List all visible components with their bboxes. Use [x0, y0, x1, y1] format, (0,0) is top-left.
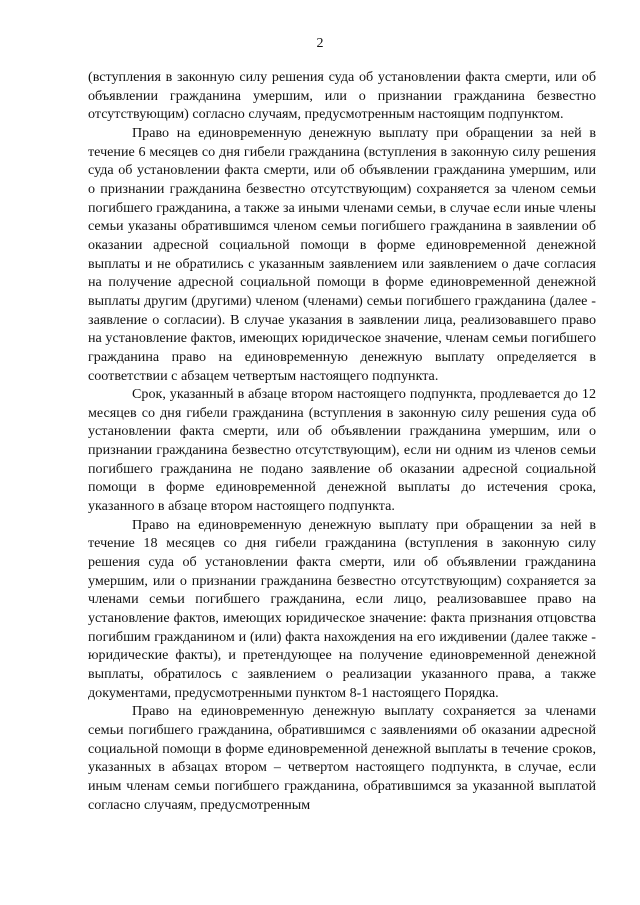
paragraph-right-retention: Право на единовременную денежную выплату сохраняется за членами семьи погибшего гражданина, обратившимся с заявлениями об оказании адресной социальной помощи в форме единовременной денежной выплаты в течение сроков, указанных в абзацах втором – четвертом настоящего подпункта, в случае, если иным членам семьи погибшего гражданина, обратившимся за указанной выплатой согласно случаям, предусмотренным — [88, 703, 596, 813]
document-body — [88, 68, 596, 814]
paragraph-twelve-month-extension: Срок, указанный в абзаце втором настоящего подпункта, продлевается до 12 месяцев со дня гибели гражданина (вступления в законную силу решения суда об установлении факта смерти, или об объявлении гражданина умершим, или о признании гражданина безвестно отсутствующим), если ни одним из членов семьи погибшего гражданина не подано заявление об оказании адресной социальной помощи в форме единовременной денежной выплаты до истечения срока, указанного в абзаце втором настоящего подпункта. — [88, 386, 596, 515]
page-number: 2 — [316, 36, 324, 51]
paragraph-continuation: (вступления в законную силу решения суда об установлении факта смерти, или об объявлении гражданина умершим, или о признании гражданина безвестно отсутствующим) согласно случаям, предусмотренным настоящим подпунктом. — [88, 69, 596, 123]
paragraph-eighteen-month-term: Право на единовременную денежную выплату при обращении за ней в течение 18 месяцев со дня гибели гражданина (вступления в законную силу решения суда об установлении факта смерти, или об объявлении гражданина умершим, или о признании гражданина безвестно отсутствующим) сохраняется за членами семьи погибшего гражданина, если лицо, реализовавшее право на установление фактов, имеющих юридическое значение: факта признания отцовства погибшим гражданином и (или) факта нахождения на его иждивении (далее также - юридические факты), и претендующее на получение единовременной денежной выплаты, обратилось с заявлением о реализации указанного права, а также документами, предусмотренными пунктом 8-1 настоящего Порядка. — [88, 516, 596, 701]
paragraph-six-month-term: Право на единовременную денежную выплату при обращении за ней в течение 6 месяцев со дня гибели гражданина (вступления в законную силу решения суда об установлении факта смерти, или об объявлении гражданина умершим, или о признании гражданина безвестно отсутствующим) сохраняется за членом семьи погибшего гражданина, а также за иными членами семьи, в случае если иные члены семьи указаны обратившимся членом семьи погибшего гражданина в заявлении об оказании адресной социальной помощи в форме единовременной денежной выплаты и не обратились с указанным заявлением или заявлением о даче согласия на получение адресной социальной помощи в форме единовременной денежной выплаты другим (другими) членом (членами) семьи погибшего гражданина (далее - заявление о согласии). В случае указания в заявлении лица, реализовавшего право на установление фактов, имеющих юридическое значение, членам семьи погибшего гражданина право на единовременную денежную выплату определяется в соответствии с абзацем четвертым настоящего подпункта. — [88, 124, 596, 384]
